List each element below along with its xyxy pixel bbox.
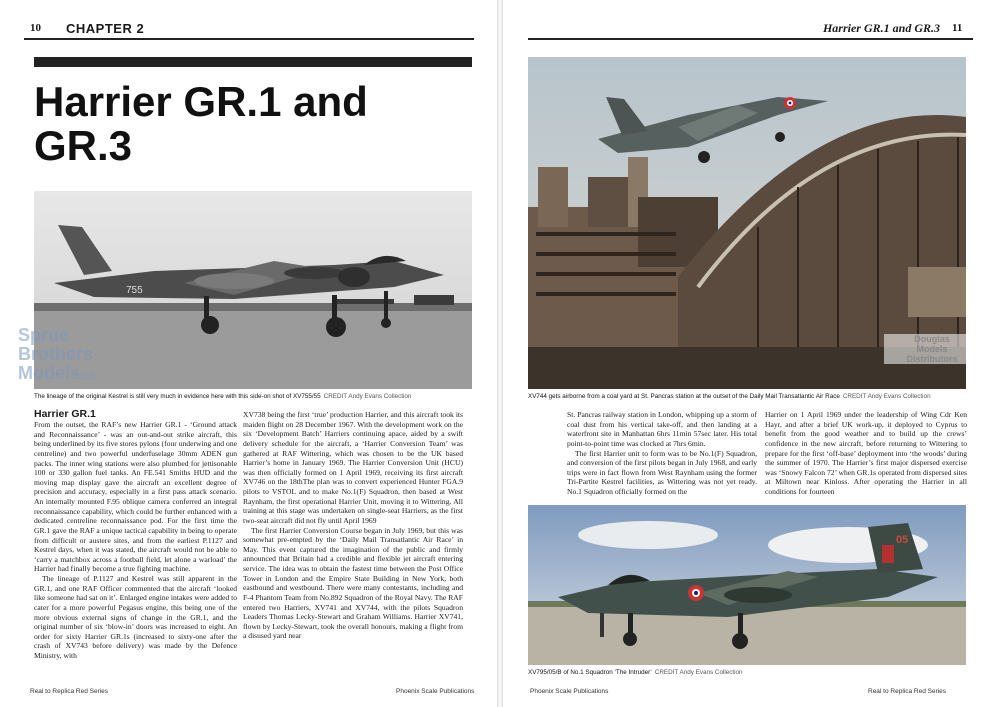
caption-photo1-text: The lineage of the original Kestrel is still very much in evidence here with this side-on shot of XV755/55 — [34, 393, 321, 400]
running-title: Harrier GR.1 and GR.3 — [822, 21, 940, 35]
photo-xv795 — [528, 505, 966, 665]
text-column-2 — [243, 410, 463, 641]
footer-series-right: Real to Replica Red Series — [868, 688, 947, 695]
caption-photo2-credit: CREDIT Andy Evans Collection — [842, 393, 931, 400]
paragraph: Harrier on 1 April 1969 under the leadership of Wing Cdr Ken Hayr, and after a brief UK work-up, it deployed to Cyprus to benefit from the good weather and to build up the crews’ confidence in the new aircraft, before returning to Wittering to prepare for the first ‘off-base’ deployment into ‘the woods’ during the summer of 1970. The Harrier’s first major dispersed exercise was ‘Snowy Falcon 72’ when GR.1s operated from dispersed sites at Miltown near Kinloss. After operating the Harrier in all conditions for fourteen — [765, 410, 967, 496]
caption-photo3 — [528, 669, 968, 677]
text-column-4 — [765, 410, 967, 497]
tail-code-05: 05 — [896, 534, 909, 546]
caption-photo3-text: XV795/05/B of No.1 Squadron ‘The Intruder’ — [528, 669, 652, 676]
spine-gutter — [497, 0, 503, 707]
paragraph: The first Harrier Conversion Course began in July 1969, but this was somewhat pre-empted by the ‘Daily Mail Transatlantic Air Race’ in May. This event captured the imagination of the public and firmly announced that Britain had a credible and flexible jet aircraft entering service. The idea was to obtain the fastest time between the Post Office Tower in London and the Empire State Building in New York, both eastbound and westbound. There were many contestants, including and F-4 Phantom Team from No.892 Squadron of the Royal Navy. The RAF entered two Harriers, XV741 and XV744, with the pilots Squadron Leaders Thomas Lecky-Stewart and Graham Williams. Harrier XV741, flown by Lecky-Stewart, took the overall honours, making a flight from a disused yard near — [243, 525, 463, 641]
sprue-brothers-watermark: Sprue Brothers ModelsLLC — [18, 325, 96, 383]
douglas-models-watermark: Douglas Models Distributors — [884, 334, 980, 364]
page-number-right: 11 — [952, 22, 963, 34]
paragraph: St. Pancras railway station in London, whipping up a storm of coal dust from his vertical take-off, and then landing at a waterfront site in Manhattan 6hrs 11min 57sec later. His total point-to-point time was clocked at 7hrs 6min. — [567, 410, 757, 448]
caption-photo1 — [34, 393, 474, 401]
chapter-label: CHAPTER 2 — [66, 21, 145, 36]
footer-publisher-right: Phoenix Scale Publications — [530, 688, 609, 695]
text-column-1 — [34, 420, 237, 661]
caption-photo1-credit: CREDIT Andy Evans Collection — [323, 393, 412, 400]
paragraph: From the outset, the RAF’s new Harrier GR.1 - ‘Ground attack and Reconnaissance’ - was an out-and-out strike aircraft, this being underlined by its five stores pylons (four underwing and one centreline) and two powerful underfuselage 30mm ADEN gun packs. The inner wing stations were also plumbed for jettisonable 100 or 330 gallon fuel tanks. An FE.541 Smiths HUD and the moving map display gave the aircraft an excellent degree of precision and accuracy, especially in a first pass attack scenario. An internally mounted F.95 oblique camera conferred an integral reconnaissance capability, which could be further enhanced with a dedicated centreline reconnaissance pod. For the first time the GR.1 gave the RAF a unique tactical capability in being to operate from difficult or austere sites, and from the earliest P.1127 and Kestrel days, when it was stated, the aircraft would not be able to ‘carry a matchbox across a football field, let alone a warload’ the Harrier had finally become a true fighting machine. — [34, 420, 237, 574]
photo-harrier-side — [34, 191, 472, 389]
page-number-left: 10 — [30, 22, 41, 34]
paragraph: XV738 being the first ‘true’ production Harrier, and this aircraft took its maiden flight on 28 December 1967. With the development work on the six ‘Development Batch’ Harriers continuing apace, aided by a swift delivery schedule for the aircraft, a ‘Harrier Conversion Team’ was gathered at RAF Wittering, which was chosen to be the UK based Harrier’s home in January 1969. The Harrier Conversion Unit (HCU) was then officially formed on 1 April 1969, receiving its first aircraft XV746 on the 18thThe plan was to convert experienced Hunter FGA.9 pilots to VSTOL and to make No.1(F) Squadron, then based at West Raynham, the first operational Harrier Unit, moving it to Wittering. All training at this stage was undertaken on single-seat Harriers, as the first two-seat aircraft did not fly until April 1969 — [243, 410, 463, 525]
page-title: Harrier GR.1 and GR.3 — [34, 78, 368, 169]
title-bar — [34, 57, 472, 67]
caption-photo3-credit: CREDIT Andy Evans Collection — [654, 669, 743, 676]
aircraft-serial-755: 755 — [126, 285, 143, 296]
footer-series-left: Real to Replica Red Series — [30, 688, 109, 695]
section-heading: Harrier GR.1 — [34, 408, 96, 420]
text-column-3 — [567, 410, 757, 497]
footer-publisher-left: Phoenix Scale Publications — [396, 688, 475, 695]
paragraph: The first Harrier unit to form was to be No.1(F) Squadron, and conversion of the first pilots began in July 1968, and early trips were in fact flown from West Raynham using the former Tri-Partite Kestrel facilities, as Wittering was not yet ready. No.1 Squadron officially formed on the — [567, 448, 757, 496]
caption-photo2 — [528, 393, 968, 401]
paragraph: The lineage of P.1127 and Kestrel was still apparent in the GR.1, and one RAF Officer commented that the aircraft ‘looked like someone had sat on it’. Enlarged engine intakes were added to cater for a more powerful Pegasus engine, this being one of the more obvious external signs of change in the GR.1, and the original number of six ‘blow-in’ doors was increased to eight. An order for sixty Harrier GR.1s (increased to sixty-one after the crash of XV743 before delivery) was made by the Defence Ministry, with — [34, 574, 237, 660]
caption-photo2-text: XV744 gets airborne from a coal yard at St. Pancras station at the outset of the Daily Mail Transatlantic Air Race — [528, 393, 840, 400]
